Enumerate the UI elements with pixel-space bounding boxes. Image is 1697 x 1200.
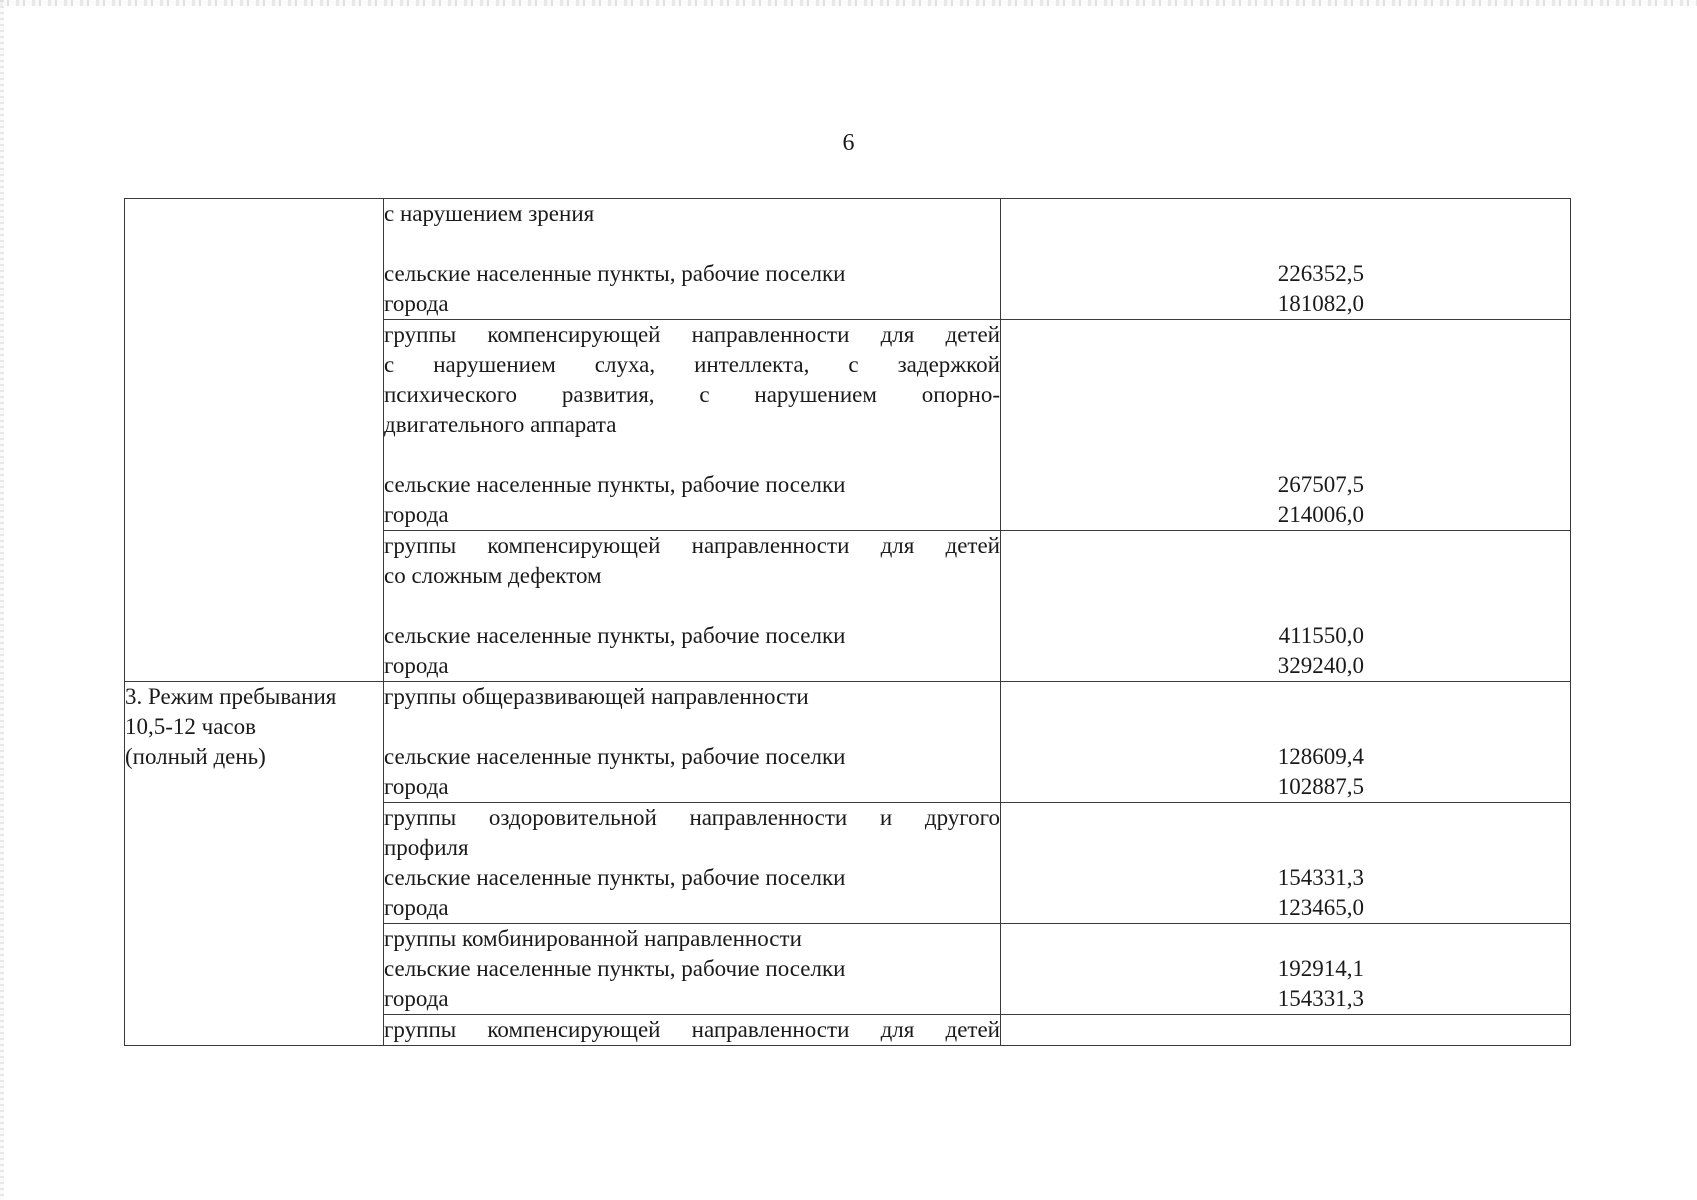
mode-cell-continued: [125, 199, 384, 682]
rural-label: сельские населенные пункты, рабочие поселки: [384, 261, 846, 286]
rural-value: 411550,0: [1278, 623, 1364, 648]
page-number: 6: [842, 130, 855, 156]
group-cell: [384, 531, 1001, 682]
mode-line: (полный день): [125, 744, 266, 769]
value-cell: [1001, 531, 1571, 682]
city-label: города: [384, 895, 449, 920]
value-cell: [1001, 320, 1571, 531]
rural-value: 128609,4: [1277, 744, 1364, 769]
city-label: города: [384, 986, 449, 1011]
city-value: 214006,0: [1277, 502, 1364, 527]
group-line: с нарушением зрения: [384, 201, 595, 226]
city-value: 329240,0: [1277, 653, 1364, 678]
group-cell: [384, 199, 1001, 320]
rural-label: сельские населенные пункты, рабочие поселки: [384, 623, 846, 648]
tariff-table: [124, 198, 1571, 1046]
group-line: группы комбинированной направленности: [384, 926, 802, 951]
scan-edge-left: [0, 0, 4, 1200]
rural-label: сельские населенные пункты, рабочие поселки: [384, 472, 846, 497]
rural-label: сельские населенные пункты, рабочие поселки: [384, 865, 846, 890]
group-line: с нарушением слуха, интеллекта, с задержкой: [384, 352, 1000, 377]
rural-value: 226352,5: [1277, 261, 1364, 286]
group-line: группы компенсирующей направленности для детей: [384, 1017, 1000, 1042]
city-label: города: [384, 774, 449, 799]
city-value: 102887,5: [1277, 774, 1364, 799]
group-line: группы общеразвивающей направленности: [384, 684, 809, 709]
value-cell: [1001, 199, 1571, 320]
group-line: двигательного аппарата: [384, 412, 617, 437]
group-cell: [384, 1015, 1001, 1046]
group-line: группы компенсирующей направленности для детей: [384, 533, 1000, 558]
table-row: [125, 682, 1571, 803]
rural-value: 267507,5: [1277, 472, 1364, 497]
group-cell: [384, 803, 1001, 924]
group-line: профиля: [384, 835, 469, 860]
mode-line: 3. Режим пребывания: [125, 684, 337, 709]
group-line: группы оздоровительной направленности и другого: [384, 805, 1000, 830]
value-cell: [1001, 924, 1571, 1015]
table-row: [125, 199, 1571, 320]
city-value: 154331,3: [1277, 986, 1364, 1011]
city-label: города: [384, 653, 449, 678]
city-value: 123465,0: [1277, 895, 1364, 920]
value-cell: [1001, 682, 1571, 803]
rural-value: 192914,1: [1277, 956, 1364, 981]
group-line: со сложным дефектом: [384, 563, 602, 588]
group-cell: [384, 924, 1001, 1015]
group-line: группы компенсирующей направленности для детей: [384, 322, 1000, 347]
rural-label: сельские населенные пункты, рабочие поселки: [384, 744, 846, 769]
group-line: психического развития, с нарушением опорно-: [384, 382, 1000, 407]
group-cell: [384, 320, 1001, 531]
city-value: 181082,0: [1277, 291, 1364, 316]
mode-line: 10,5-12 часов: [125, 714, 257, 739]
rural-value: 154331,3: [1277, 865, 1364, 890]
value-cell: [1001, 803, 1571, 924]
group-cell: [384, 682, 1001, 803]
mode-cell: [125, 682, 384, 1046]
rural-label: сельские населенные пункты, рабочие поселки: [384, 956, 846, 981]
city-label: города: [384, 291, 449, 316]
scan-edge-top: [0, 0, 1697, 6]
city-label: города: [384, 502, 449, 527]
value-cell: [1001, 1015, 1571, 1046]
